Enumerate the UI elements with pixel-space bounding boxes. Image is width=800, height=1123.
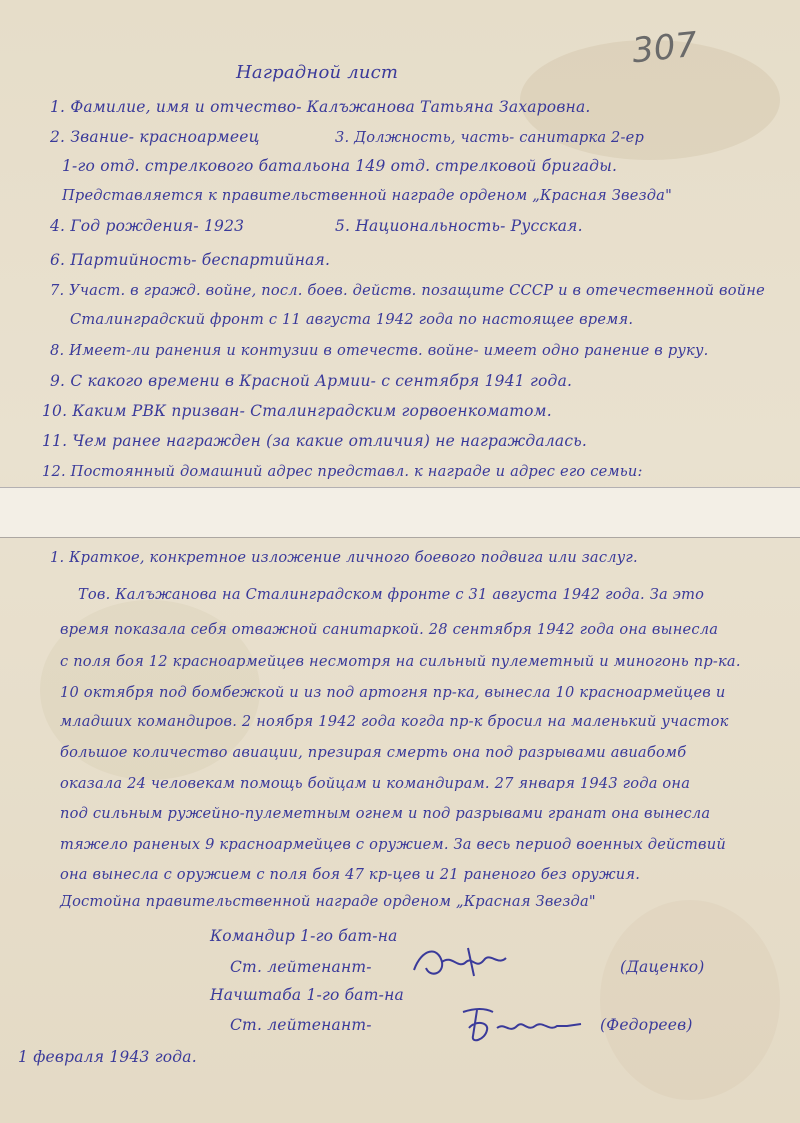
signer-2-rank: Ст. лейтенант-: [230, 1016, 372, 1034]
narrative-line: Достойна правительственной награде орденом „Красная Звезда": [60, 893, 596, 910]
field-unit: 1-го отд. стрелкового батальона 149 отд. стрелковой бригады.: [62, 157, 618, 175]
field-draft-office: 10. Каким РВК призван- Сталинградским горвоенкоматом.: [42, 402, 552, 420]
field-wounds: 8. Имеет-ли ранения и контузии в отечеств. войне- имеет одно ранение в руку.: [50, 342, 709, 359]
narrative-line: под сильным ружейно-пулеметным огнем и под разрывами гранат она вынесла: [60, 805, 711, 822]
field-birth-year: 4. Год рождения- 1923: [50, 217, 245, 235]
narrative-line: тяжело раненых 9 красноармейцев с оружием. За весь период военных действий: [60, 836, 726, 853]
field-rank: 2. Звание- красноармеец: [50, 128, 260, 146]
document-date: 1 февраля 1943 года.: [18, 1048, 197, 1066]
divider-line: [0, 537, 800, 538]
field-nationality: 5. Национальность- Русская.: [335, 217, 583, 235]
signer-1-position: Командир 1-го бат-на: [210, 927, 398, 945]
narrative-line: младших командиров. 2 ноября 1942 года когда пр-к бросил на маленький участок: [60, 713, 729, 730]
field-front: Сталинградский фронт с 11 августа 1942 года по настоящее время.: [70, 311, 634, 328]
signature-2: [455, 1004, 595, 1044]
narrative-line: с поля боя 12 красноармейцев несмотря на сильный пулеметный и минoгонь пр-ка.: [60, 653, 741, 670]
signer-1-name: (Даценко): [620, 958, 705, 976]
signer-1-rank: Ст. лейтенант-: [230, 958, 372, 976]
signer-2-position: Начштаба 1-го бат-на: [210, 986, 404, 1004]
paper-stain: [600, 900, 780, 1100]
section-heading: 1. Краткое, конкретное изложение личного боевого подвига или заслуг.: [50, 549, 638, 566]
narrative-line: время показала себя отважной санитаркой. 28 сентября 1942 года она вынесла: [60, 621, 719, 638]
field-fullname: 1. Фамилие, имя и отчество- Калъжанова Татьяна Захаровна.: [50, 98, 591, 116]
field-address: 12. Постоянный домашний адрес представл. к награде и адрес его семьи:: [42, 463, 643, 480]
field-war-participation: 7. Участ. в гражд. войне, посл. боев. действ. позащите СССР и в отечественной войне: [50, 282, 765, 299]
signature-1: [408, 940, 518, 986]
narrative-line: 10 октября под бомбежкой и из под артогня пр-ка, вынесла 10 красноармейцев и: [60, 684, 726, 701]
field-position: 3. Должность, часть- санитарка 2-ер: [335, 129, 645, 146]
page-number: 307: [630, 24, 700, 72]
narrative-line: она вынесла с оружием с поля боя 47 кр-цев и 21 раненого без оружия.: [60, 866, 641, 883]
narrative-line: Тов. Калъжанова на Сталинградском фронте с 31 августа 1942 года. За это: [78, 586, 705, 603]
narrative-line: большое количество авиации, презирая смерть она под разрывами авиабомб: [60, 744, 687, 761]
narrative-line: оказала 24 человекам помощь бойцам и командирам. 27 января 1943 года она: [60, 775, 691, 792]
document-title: Наградной лист: [236, 62, 399, 83]
field-service-since: 9. С какого времени в Красной Армии- с сентября 1941 года.: [50, 372, 573, 390]
signer-2-name: (Федореев): [600, 1016, 693, 1034]
scan-gap: [0, 487, 800, 537]
divider-line: [0, 487, 800, 488]
field-nomination: Представляется к правительственной награде орденом „Красная Звезда": [62, 187, 672, 204]
field-previous-awards: 11. Чем ранее награжден (за какие отличия) не награждалась.: [42, 432, 587, 450]
field-party: 6. Партийность- беспартийная.: [50, 251, 331, 269]
